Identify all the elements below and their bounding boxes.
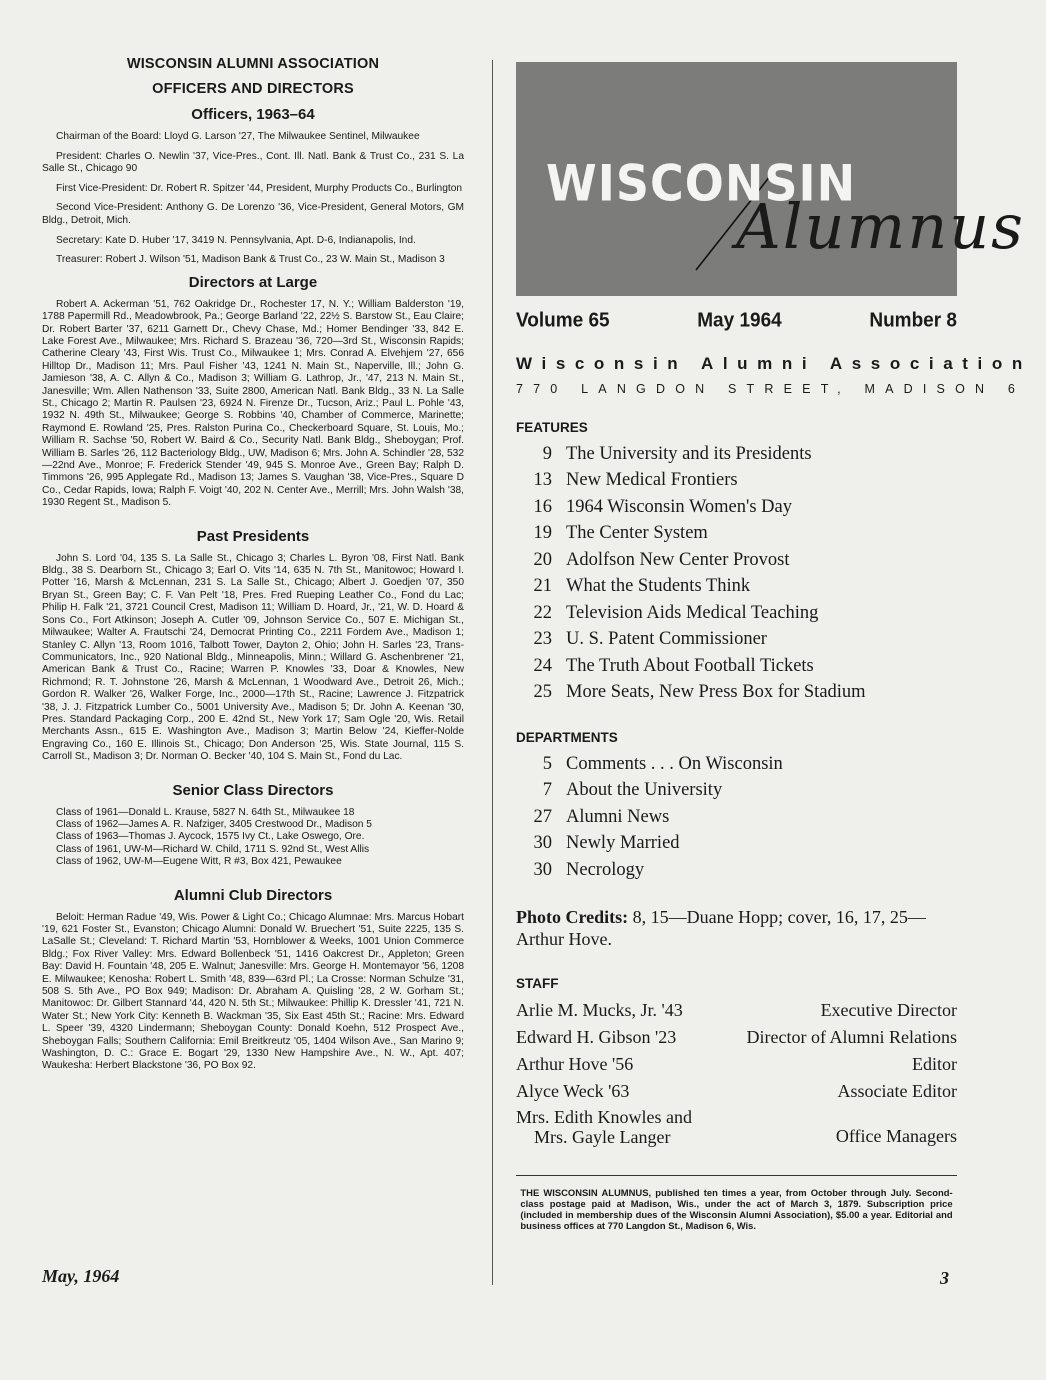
senior-class-entry: Class of 1962—James A. R. Nafziger, 3405 Crestwood Dr., Madison 5 — [56, 818, 372, 830]
association-name: Wisconsin Alumni Association — [516, 354, 1032, 373]
volume-label: Volume 65 — [516, 309, 610, 332]
association-address: 770 LANGDON STREET, MADISON 6 — [516, 382, 1026, 396]
staff-name: Arlie M. Mucks, Jr. '43 — [516, 999, 683, 1020]
photo-credits-label: Photo Credits: — [516, 906, 629, 927]
masthead-script: Alumnus — [736, 190, 1026, 263]
toc-entry — [516, 653, 957, 680]
officer-entry: President: Charles O. Newlin '37, Vice-Pres., Cont. Ill. Natl. Bank & Trust Co., 231 S. La Salle St., Chicago 90 — [42, 150, 464, 175]
staff-row — [516, 1078, 957, 1105]
toc-title: The University and its Presidents — [566, 443, 812, 464]
toc-title: Television Aids Medical Teaching — [566, 602, 819, 623]
officers-heading: Officers, 1963–64 — [191, 106, 315, 123]
toc-entry — [516, 627, 957, 654]
past-presidents-text: John S. Lord '04, 135 S. La Salle St., Chicago 3; Charles L. Byron '08, First Natl. Bank Bldg., 38 S. Dearborn St., Chicago 3; Earl O. Vits '14, 635 N. 7th St., Manitowoc; Howard I. Potter '16, Marsh & McLennan, 231 S. La Salle St., Chicago; Albert J. Goedjen '07, 350 Bryan St., Green Bay; C. F. Van Pelt '18, Pres. Fred Rueping Leather Co., Fond du Lac; Philip H. Falk '21, 3721 Council Crest, Madison 11; William D. Hoard, Jr., '21, W. D. Hoard & Sons Co., Fort Atkinson; Joseph A. Cutler '09, Johnson Service Co., 507 E. Michigan St., Milwaukee; Walter A. Frautschi '24, Democrat Printing Co., 2211 Fordem Ave., Madison 1; Stanley C. Allyn '13, Room 1016, Talbott Tower, Dayton 2, Ohio; John H. Sarles '23, Trans-Communicators, Inc., 920 National Bldg., Minneapolis, Minn.; Willard G. Aschenbrener '21, American Bank & Trust Co., Racine; Warren P. Knowles '33, Doar & Knowles, New Richmond; R. T. Johnstone '26, Marsh & McLennan, 1 Woodward Ave., Detroit 26, Mich.; Gordon R. Walker '26, Walker Forge, Inc., 2000—17th St., Racine; Lawrence J. Fitzpatrick '38, J. J. Fitzpatrick Lumber Co., 5001 University Ave., Madison 5; Dr. John A. Keenan '30, Pres. Standard Packaging Corp., 200 E. 42nd St., New York 17; Sam Ogle '20, Wis. Retail Merchants Assn., 615 E. Washington Ave., Madison 3; Martin Below '24, Kieffer-Nolde Engraving Co., 160 E. Illinois St., Chicago; Don Anderson '25, Wis. State Journal, 115 S. Carroll St., Madison 3; Dr. Norman O. Becker '40, 104 S. Main St., Fond du Lac. — [42, 552, 464, 763]
alumni-club-directors-heading: Alumni Club Directors — [173, 886, 333, 904]
issue-date: May 1964 — [697, 309, 782, 332]
officers-directors-heading: OFFICERS AND DIRECTORS — [152, 81, 354, 97]
senior-class-entry: Class of 1962, UW-M—Eugene Witt, R #3, Box 421, Pewaukee — [56, 856, 342, 868]
staff-role: Office Managers — [835, 1125, 957, 1146]
staff-heading: STAFF — [516, 975, 559, 991]
staff-row — [516, 997, 957, 1024]
toc-page: 27 — [533, 806, 552, 827]
toc-entry — [516, 751, 957, 778]
senior-class-entry: Class of 1961—Donald L. Krause, 5827 N. 64th St., Milwaukee 18 — [56, 806, 355, 818]
toc-entry — [516, 831, 957, 858]
staff-row — [516, 1024, 957, 1051]
staff-row-office-managers — [516, 1107, 957, 1147]
officers-directors-column — [42, 56, 464, 1073]
features-list — [516, 441, 957, 706]
toc-title: The Center System — [566, 523, 708, 544]
toc-title: Necrology — [566, 859, 645, 880]
toc-entry — [516, 494, 957, 521]
photo-credits — [516, 906, 957, 950]
toc-title: Comments . . . On Wisconsin — [566, 753, 783, 774]
toc-entry — [516, 441, 957, 468]
toc-page: 20 — [533, 549, 552, 570]
toc-entry — [516, 574, 957, 601]
toc-page: 5 — [542, 753, 552, 774]
officer-entry: Chairman of the Board: Lloyd G. Larson '27, The Milwaukee Sentinel, Milwaukee — [56, 131, 420, 142]
directors-at-large-text: Robert A. Ackerman '51, 762 Oakridge Dr., Rochester 17, N. Y.; William Balderston '19, 1788 Papermill Rd., Meadowbrook, Pa.; George Barland '22, 22½ S. Barstow St., Eau Claire; Dr. Robert Barter '37, 6211 Garnett Dr., Chevy Chase, Md.; Homer Bendinger '33, 842 E. Lake Forest Ave., Milwaukee; Mrs. Richard S. Brazeau '36, 720—3rd St., Wisconsin Rapids; Catherine Cleary '43, First Wis. Trust Co., Milwaukee 1; Mrs. Conrad A. Elvehjem '27, 656 Hilltop Dr., Madison 11; Mrs. Paul Fisher '43, 1241 N. Main St., Naperville, Ill.; John G. Jamieson '38, A. C. Allyn & Co., Madison 3; William G. Lathrop, Jr., '47, 213 N. Main St., Janesville; Wm. Allen Nathenson '33, Suite 2800, American Natl. Bank Bldg., 33 N. La Salle St., Chicago 2; Martin R. Paulsen '23, 6924 N. Firenze Dr., Tucson, Ariz.; Paul L. Pohle '43, 1932 N. 49th St., Milwaukee; George S. Robbins '40, Chamber of Commerce, Marinette; Raymond E. Rowland '25, Pres. Ralston Purina Co., Checkerboard Square, St. Louis, Mo.; William R. Sachse '50, Robert W. Baird & Co., Security Natl. Bank Bldg., Sheboygan; Prof. William B. Sarles '26, 112 Bacteriology Bldg., UW, Madison 6; Mrs. John A. Schindler '28, 532—22nd Ave., Monroe; F. Frederick Stender '49, 945 S. Monroe Ave., Green Bay; Ralph D. Timmons '26, 995 Applegate Rd., Madison 13; James S. Vaughan '38, Vice-Pres., Square D Co., Cedar Rapids, Iowa; Ralph F. Voigt '40, 202 N. Center Ave., Merrill; Mrs. John Walsh '38, 1930 Regent St., Madison 5. — [42, 298, 464, 509]
toc-title: What the Students Think — [566, 576, 751, 597]
officer-entry: Second Vice-President: Anthony G. De Lorenzo '36, Vice-President, General Motors, GM Bldg., Detroit, Mich. — [42, 202, 464, 226]
toc-entry — [516, 521, 957, 548]
toc-entry — [516, 600, 957, 627]
contents-column — [516, 62, 1032, 1233]
masthead-wordmark: WISCONSIN — [546, 153, 857, 213]
column-divider — [492, 60, 493, 1285]
staff-role: Editor — [912, 1053, 957, 1074]
photo-credits-text: 8, 15—Duane Hopp; cover, 16, 17, 25—Arthur Hove. — [516, 906, 926, 949]
staff-name: Mrs. Gayle Langer — [534, 1126, 671, 1147]
publication-info: THE WISCONSIN ALUMNUS, published ten times a year, from October through July. Second-class postage paid at Madison, Wis., under the act of March 3, 1879. Subscription price (included in membership dues of the Wisconsin Alumni Association), $5.00 a year. Editorial and business offices at 770 Langdon St., Madison 6, Wis. — [520, 1187, 953, 1233]
staff-name: Arthur Hove '56 — [516, 1053, 634, 1074]
toc-page: 30 — [533, 833, 552, 854]
senior-class-directors-heading: Senior Class Directors — [172, 781, 334, 799]
officer-entry: First Vice-President: Dr. Robert R. Spitzer '44, President, Murphy Products Co., Burlington — [56, 182, 463, 194]
alumni-club-directors-text: Beloit: Herman Radue '49, Wis. Power & Light Co.; Chicago Alumnae: Mrs. Marcus Hobart '19, 621 Foster St., Evanston; Chicago Alumni: Donald W. Bruechert '51, Suite 2225, 135 S. LaSalle St.; Cleveland: T. Richard Martin '53, Hornblower & Weeks, 1001 Union Commerce Bldg.; Fox River Valley: Mrs. Edward Bollenbeck '51, 1416 Oakcrest Dr., Appleton; Green Bay: David H. Fountain '48, 205 E. Walnut; Janesville: Mrs. George H. Montemayor '56, 1208 E. Milwaukee; Kenosha: Robert L. Smith '48, 839—63rd Pl.; La Crosse: Norman Schulze '31, 508 S. 5th Ave., PO Box 949; Madison: Dr. Abraham A. Quisling '28, 2 W. Gorham St.; Manitowoc: Dr. Gilbert Stannard '44, 420 N. 5th St.; Milwaukee: Phillip K. Dressler '41, 721 N. Water St.; New York City: Kenneth B. Wackman '35, Six East 45th St.; Racine: Mrs. Edward L. Speer '39, 4320 Lindermann; Sheboygan County: Donald Koehn, 512 Prospect Ave., Sheboygan Falls; Southern California: Emil Breitkreutz '05, 1404 Wilson Ave., San Marino 9; Washington, D. C.: Grace E. Bogart '29, 1330 New Hampshire Ave., N. W., Apt. 407; Waukesha: Herbert Blackstone '36, PO Box 92. — [42, 911, 464, 1072]
staff-list — [516, 997, 957, 1147]
toc-entry — [516, 778, 957, 805]
toc-page: 13 — [533, 470, 552, 491]
toc-page: 24 — [533, 655, 552, 676]
toc-title: Adolfson New Center Provost — [566, 549, 790, 570]
staff-names — [516, 1107, 692, 1147]
association-heading: WISCONSIN ALUMNI ASSOCIATION — [126, 56, 380, 72]
staff-role: Associate Editor — [837, 1080, 957, 1101]
toc-entry — [516, 857, 957, 884]
staff-role: Executive Director — [820, 999, 957, 1020]
toc-page: 9 — [542, 443, 552, 464]
staff-row — [516, 1051, 957, 1078]
toc-entry — [516, 680, 957, 707]
page-number: 3 — [940, 1268, 949, 1288]
senior-class-entry: Class of 1963—Thomas J. Aycock, 1575 Ivy Ct., Lake Oswego, Ore. — [56, 831, 365, 843]
toc-page: 7 — [542, 780, 552, 801]
toc-title: U. S. Patent Commissioner — [566, 629, 767, 650]
staff-name: Mrs. Edith Knowles and — [516, 1106, 692, 1127]
toc-page: 16 — [533, 496, 552, 517]
toc-page: 25 — [533, 682, 552, 703]
masthead-logo — [516, 62, 1026, 296]
staff-name: Edward H. Gibson '23 — [516, 1026, 677, 1047]
toc-page: 21 — [533, 576, 552, 597]
departments-heading: DEPARTMENTS — [516, 730, 618, 745]
toc-title: The Truth About Football Tickets — [566, 655, 814, 676]
toc-page: 23 — [533, 629, 552, 650]
issue-line — [516, 309, 957, 332]
toc-title: 1964 Wisconsin Women's Day — [566, 496, 793, 517]
footer-date: May, 1964 — [42, 1266, 120, 1286]
issue-number: Number 8 — [869, 309, 957, 332]
toc-title: Newly Married — [566, 833, 680, 854]
officer-entry: Secretary: Kate D. Huber '17, 3419 N. Pennsylvania, Apt. D-6, Indianapolis, Ind. — [56, 234, 416, 246]
staff-role: Director of Alumni Relations — [746, 1026, 957, 1047]
features-heading: FEATURES — [516, 420, 588, 435]
toc-title: Alumni News — [566, 806, 670, 827]
departments-list — [516, 751, 957, 884]
publication-rule — [516, 1175, 957, 1176]
staff-name: Alyce Weck '63 — [516, 1080, 630, 1101]
toc-title: More Seats, New Press Box for Stadium — [566, 682, 866, 703]
past-presidents-heading: Past Presidents — [196, 527, 310, 545]
toc-entry — [516, 804, 957, 831]
toc-page: 19 — [533, 523, 552, 544]
senior-class-entry: Class of 1961, UW-M—Richard W. Child, 1711 S. 92nd St., West Allis — [56, 843, 370, 855]
directors-at-large-heading: Directors at Large — [188, 273, 318, 291]
officer-entry: Treasurer: Robert J. Wilson '51, Madison Bank & Trust Co., 23 W. Main St., Madison 3 — [56, 254, 445, 266]
toc-page: 30 — [533, 859, 552, 880]
toc-title: About the University — [566, 780, 723, 801]
toc-entry — [516, 468, 957, 495]
toc-page: 22 — [533, 602, 552, 623]
toc-entry — [516, 547, 957, 574]
toc-title: New Medical Frontiers — [566, 470, 738, 491]
